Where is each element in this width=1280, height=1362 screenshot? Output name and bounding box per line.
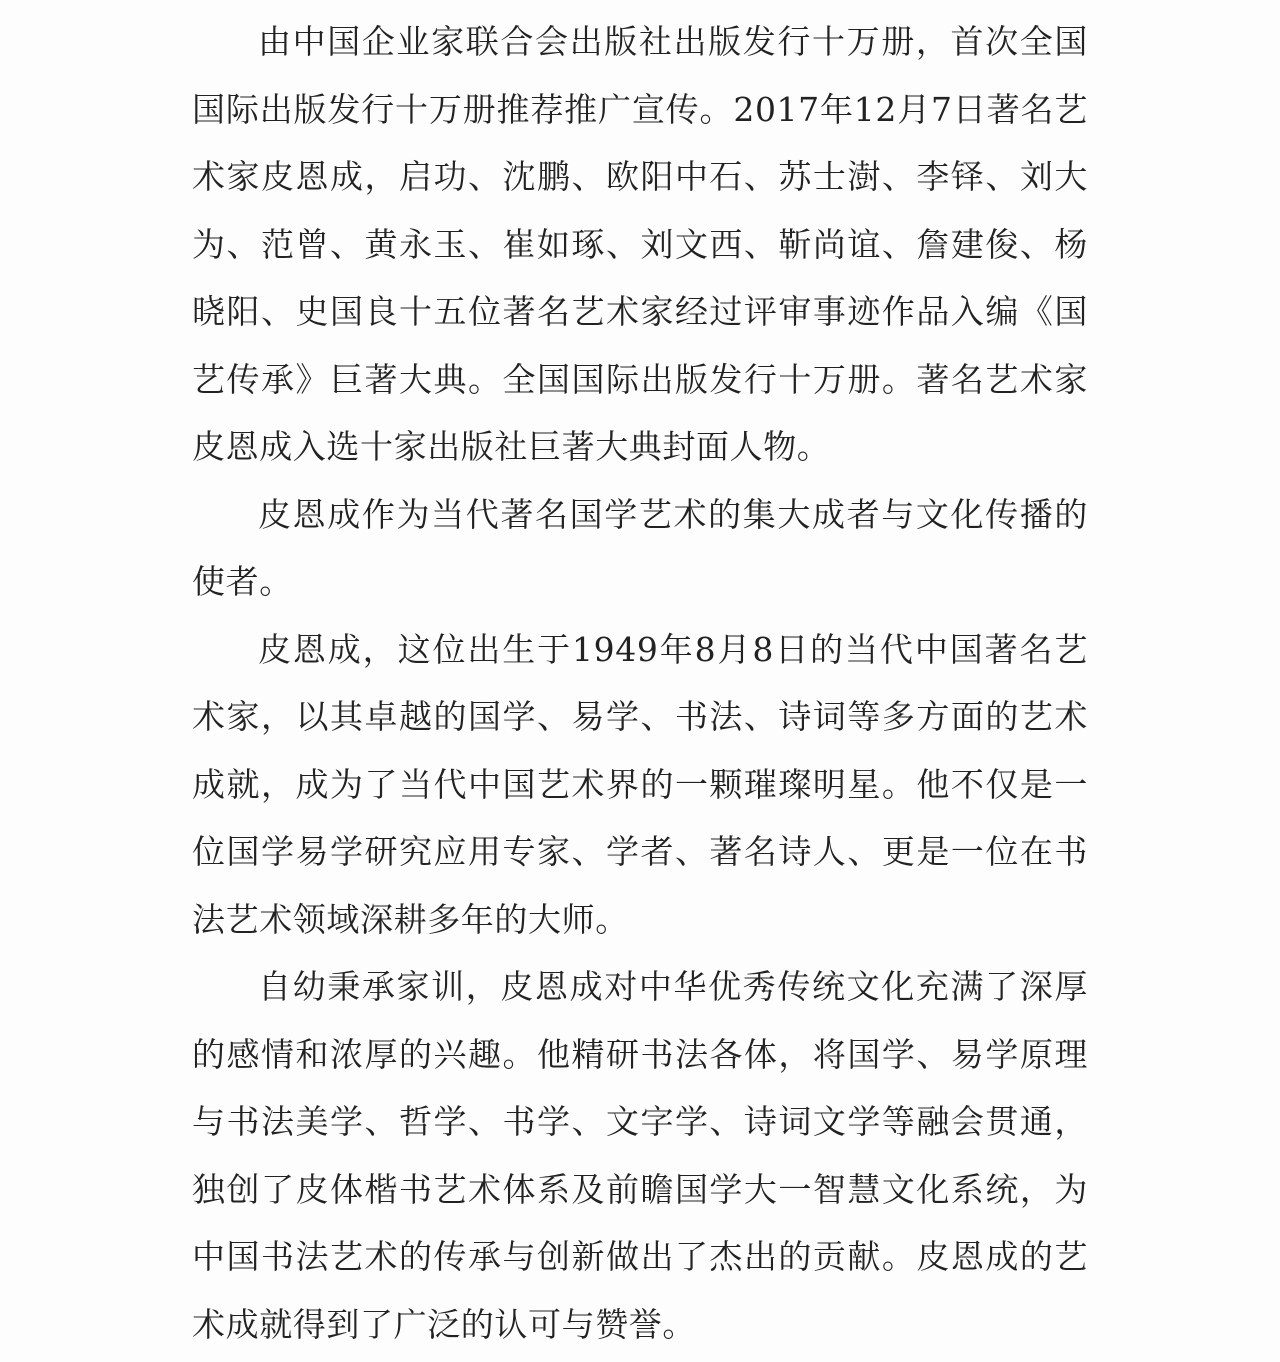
paragraph-intro: 皮恩成作为当代著名国学艺术的集大成者与文化传播的使者。 xyxy=(192,494,1088,601)
document-body xyxy=(192,8,1088,1358)
paragraph-publication: 由中国企业家联合会出版社出版发行十万册，首次全国国际出版发行十万册推荐推广宣传。2017年12月7日著名艺术家皮恩成，启功、沈鹏、欧阳中石、苏士澍、李铎、刘大为、范曾、黄永玉、崔如琢、刘文西、靳尚谊、詹建俊、杨晓阳、史国良十五位著名艺术家经过评审事迹作品入编《国艺传承》巨著大典。全国国际出版发行十万册。著名艺术家皮恩成入选十家出版社巨著大典封面人物。 xyxy=(192,22,1088,466)
paragraph-achievements: 自幼秉承家训，皮恩成对中华优秀传统文化充满了深厚的感情和浓厚的兴趣。他精研书法各体，将国学、易学原理与书法美学、哲学、书学、文字学、诗词文学等融会贯通，独创了皮体楷书艺术体系及前瞻国学大一智慧文化系统，为中国书法艺术的传承与创新做出了杰出的贡献。皮恩成的艺术成就得到了广泛的认可与赞誉。 xyxy=(192,967,1088,1344)
paragraph-biography: 皮恩成，这位出生于1949年8月8日的当代中国著名艺术家，以其卓越的国学、易学、书法、诗词等多方面的艺术成就，成为了当代中国艺术界的一颗璀璨明星。他不仅是一位国学易学研究应用专家、学者、著名诗人、更是一位在书法艺术领域深耕多年的大师。 xyxy=(192,629,1088,939)
